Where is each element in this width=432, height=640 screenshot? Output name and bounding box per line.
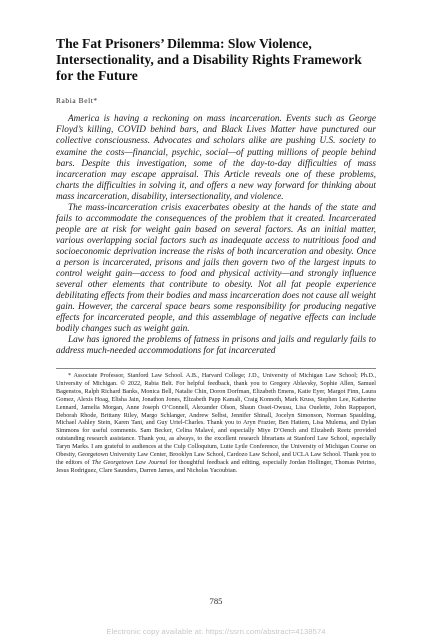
page-number: 785: [209, 596, 223, 606]
author-footnote: [56, 373, 376, 475]
abstract-paragraph-3: Law has ignored the problems of fatness in prisons and jails and regularly fails to address much-needed accommodations for fat incarcerated: [56, 335, 376, 357]
ssrn-watermark[interactable]: Electronic copy available at: https://ssrn.com/abstract=4138574: [106, 627, 326, 636]
abstract: [56, 114, 376, 357]
footnote-journal-name: The Georgetown Law Journal: [91, 459, 168, 466]
article-title: The Fat Prisoners’ Dilemma: Slow Violence, Intersectionality, and a Disability Rights Framework for the Future: [56, 36, 362, 83]
footnote-text-end: for thoughtful feedback and editing, especially Jordan Hollinger, Thomas Petrino, Jesus Rodriguez, Clare Saunders, Darren James, and Nicholas Yacoubian.: [56, 459, 377, 474]
abstract-paragraph-1: America is having a reckoning on mass incarceration. Events such as George Floyd’s killing, COVID behind bars, and Black Lives Matter have punctured our collective consciousness. Advocates and scholars alike are pushing U.S. society to examine the costs—financial, psychic, social—of putting millions of people behind bars. Despite this investigation, some of the day-to-day difficulties of mass incarceration may escape appraisal. This Article reveals one of these problems, charts the difficulties in solving it, and offers a new way forward for thinking about mass incarceration, disability, intersectionality, and violence.: [56, 114, 376, 202]
article-page: [56, 36, 376, 475]
author-name: Rabia Belt*: [56, 96, 98, 106]
footnote-divider: [56, 368, 376, 369]
footnote-text-start: * Associate Professor, Stanford Law School. A.B., Harvard College; J.D., University of Michigan Law School; Ph.D., University of Michigan. © 2022, Rabia Belt. For helpful feedback, thank you to Gregory Ablavsky, Sophie Allen, Samuel Bagenstos, Ralph Richard Banks, Monica Bell, Natalie Chin, Doron Dorfman, Elizabeth Emens, Katie Eyer, Margot Finn, Laura Gomez, Alexis Hoag, Elisha Jain, Jonathon Jones, Elizabeth Papp Kamali, Craig Konnoth, Mark Kruss, Stephen Lee, Katherine Lennard, Jamelia Morgan, Anne Joseph O’Connell, Alexander Olson, Shaun Ossei-Owusu, Lisa Ouelette, John Rappaport, Deborah Rhode, Brittany Riley, Margo Schlanger, Andrew Selbst, Jennifer Shinall, Jocelyn Simonson, Norman Spaulding, Michael Ashley Stein, Karen Tani, and Guy Uriel-Charles. Thank you to Aryn Frazier, Ben Hattem, Lisa Mulema, and Dylan Simmons for useful comments. Sam Becker, Celina Malavé, and especially Miye D’Oench and Elizabeth Reetz provided outstanding research assistance. Thank you, as always, to the excellent research librarians at Stanford Law School, especially Taryn Marks. I am grateful to audiences at the Culp Colloquium, Lutie Lytle Conference, the University of Michigan Course on Obesity, Georgetown University Law Center, Brooklyn Law School, Cardozo Law School, and UCLA Law School. Thank you to the editors of: [56, 373, 376, 466]
abstract-paragraph-2: The mass-incarceration crisis exacerbates obesity at the hands of the state and fails to accommodate the consequences of the problem that it created. Incarcerated people are at risk for weight gain based on several factors. As an initial matter, various overlapping social factors such as inadequate access to nutritious food and socioeconomic deprivation increase the risks of both incarceration and obesity. Once a person is incarcerated, prisons and jails then govern two of the largest inputs to control weight gain—access to food and physical activity—and strongly influence several other elements that contribute to obesity. Not all fat people experience debilitating effects from their bodies and mass incarceration does not cause all weight gain. However, the carceral space bears some responsibility for producing negative effects for incarcerated people, and this assemblage of negative effects can include bodily changes such as weight gain.: [56, 202, 376, 335]
